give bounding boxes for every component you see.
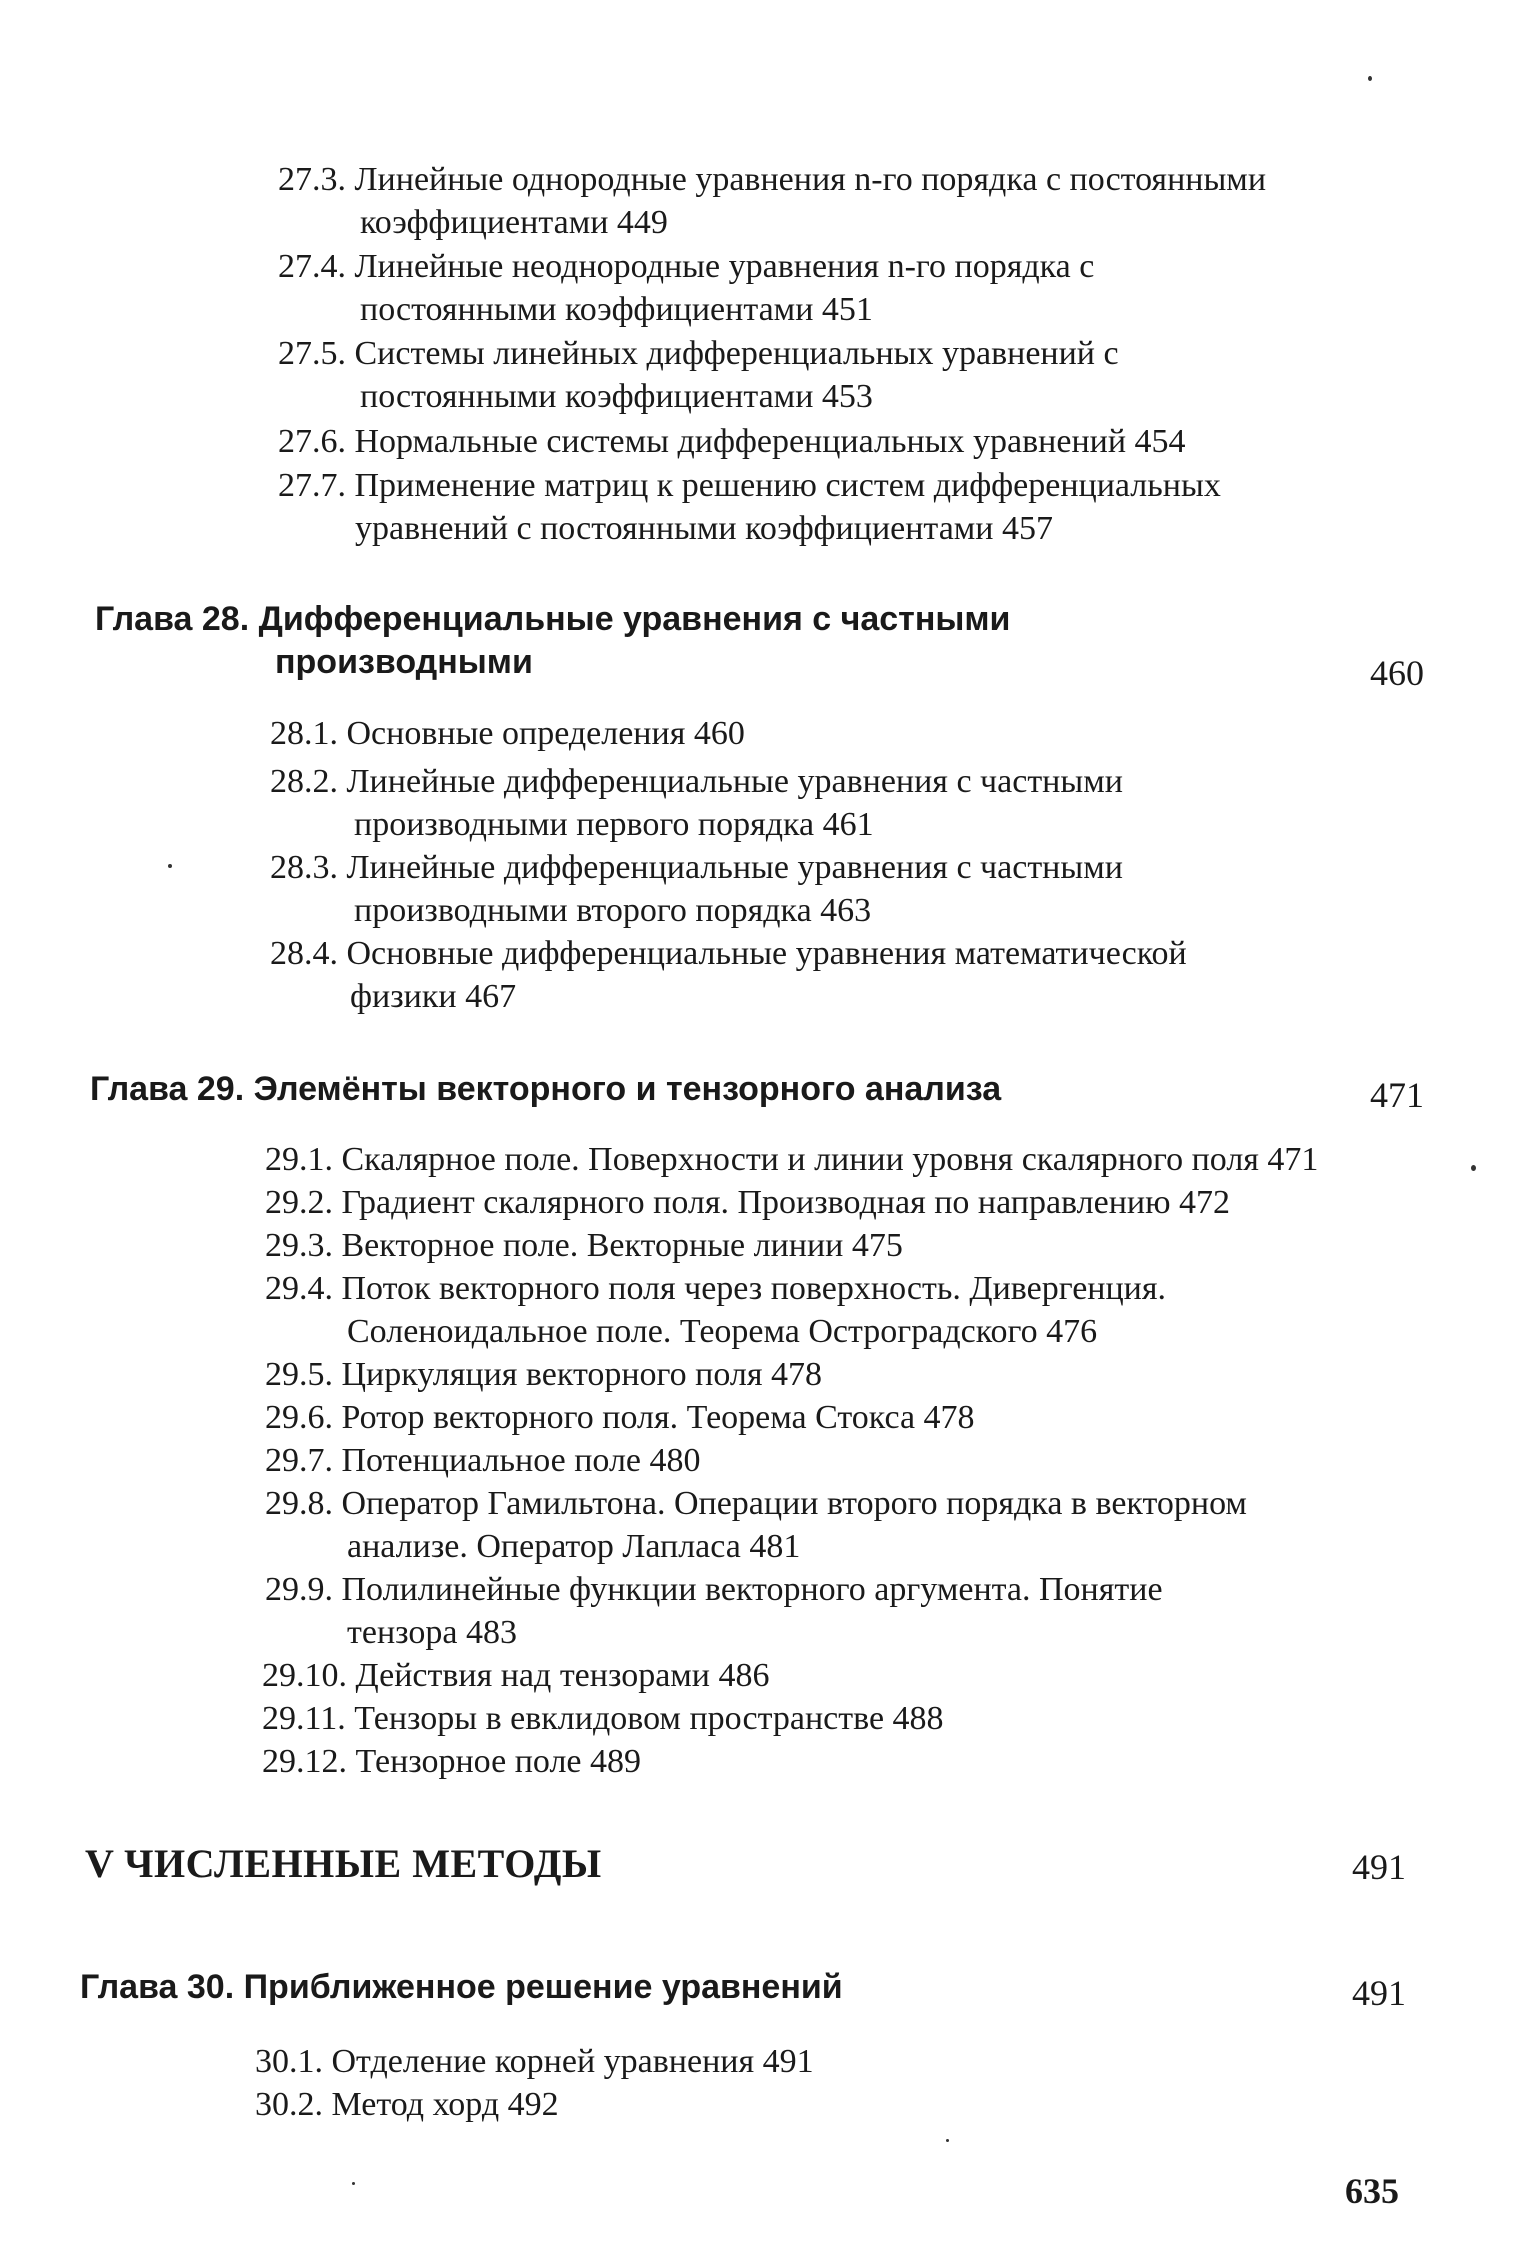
section-title: Потенциальное поле 480 [341,1442,701,1479]
section-title: Ротор векторного поля. Теорема Стокса 478 [341,1399,975,1436]
scan-speck [1368,76,1372,81]
section-number: 30.1. [255,2043,323,2080]
toc-entry [270,846,1123,932]
section-title: Векторное поле. Векторные линии 475 [341,1227,903,1264]
section-number: 29.6. [265,1399,333,1436]
section-number: 29.4. [265,1270,333,1307]
section-number: 29.9. [265,1571,333,1608]
toc-entry [265,1568,1163,1654]
section-title: Циркуляция векторного поля 478 [341,1356,822,1393]
section-title: Системы линейных дифференциальных уравнений с [354,335,1119,372]
section-number: 27.5. [278,335,346,372]
section-title: Градиент скалярного поля. Производная по направлению 472 [341,1184,1230,1221]
section-number: 29.11. [262,1700,346,1737]
scan-speck [352,2182,355,2185]
toc-entry [265,1267,1166,1353]
section-title-cont: Соленоидальное поле. Теорема Остроградского 476 [347,1313,1098,1350]
toc-entry [270,712,745,755]
toc-entry [265,1181,1230,1224]
chapter-title-cont: производными [275,643,533,681]
section-number: 27.4. [278,248,346,285]
toc-entry [265,1138,1318,1181]
chapter-title: Глава 29. Элемёнты векторного и тензорного анализа [90,1070,1002,1108]
section-number: 29.1. [265,1141,333,1178]
chapter-heading [95,598,1010,684]
toc-entry [265,1439,701,1482]
section-title: Оператор Гамильтона. Операции второго порядка в векторном [341,1485,1247,1522]
part-heading: V ЧИСЛЕННЫЕ МЕТОДЫ [85,1841,602,1886]
scan-speck [1471,1165,1476,1171]
section-number: 28.2. [270,763,338,800]
section-title: Линейные дифференциальные уравнения с частными [346,849,1123,886]
section-number: 28.4. [270,935,338,972]
section-title: Линейные однородные уравнения n-го порядка с постоянными [354,161,1267,198]
section-title: Основные определения 460 [346,715,745,752]
toc-entry [265,1353,822,1396]
section-title: Скалярное поле. Поверхности и линии уровня скалярного поля 471 [341,1141,1319,1178]
chapter-title: Глава 28. Дифференциальные уравнения с частными [95,600,1011,638]
toc-entry [265,1224,903,1267]
section-title-cont: уравнений с постоянными коэффициентами 457 [355,510,1053,547]
toc-entry [270,932,1187,1018]
toc-entry [278,464,1221,550]
section-title: Тензоры в евклидовом пространстве 488 [354,1700,944,1737]
chapter-page-number: 491 [1352,1973,1406,2013]
section-number: 29.7. [265,1442,333,1479]
section-title: Тензорное поле 489 [355,1743,641,1780]
chapter-heading [80,1966,843,2009]
section-number: 28.3. [270,849,338,886]
toc-entry [265,1396,975,1439]
section-number: 27.6. [278,423,346,460]
section-number: 29.8. [265,1485,333,1522]
section-title: Применение матриц к решению систем дифференциальных [354,467,1221,504]
toc-entry [255,2040,814,2083]
toc-entry [255,2083,559,2126]
section-title: Поток векторного поля через поверхность. Дивергенция. [341,1270,1167,1307]
section-title: Метод хорд 492 [331,2086,559,2123]
section-title: Действия над тензорами 486 [355,1657,770,1694]
toc-entry [262,1697,944,1740]
section-number: 29.5. [265,1356,333,1393]
section-number: 29.10. [262,1657,347,1694]
toc-entry [278,245,1094,331]
section-number: 29.2. [265,1184,333,1221]
section-title: Линейные неоднородные уравнения n-го порядка с [354,248,1095,285]
toc-entry [278,158,1266,244]
section-title-cont: производными второго порядка 463 [354,892,872,929]
toc-entry [278,332,1119,418]
section-title-cont: анализе. Оператор Лапласа 481 [347,1528,801,1565]
page-number: 635 [1345,2171,1399,2211]
scan-speck [168,864,172,868]
chapter-title: Глава 30. Приближенное решение уравнений [80,1968,843,2006]
section-number: 29.3. [265,1227,333,1264]
section-title: Нормальные системы дифференциальных уравнений 454 [354,423,1186,460]
toc-entry [270,760,1123,846]
section-title: Полилинейные функции векторного аргумента. Понятие [341,1571,1163,1608]
chapter-heading [90,1068,1001,1111]
section-title-cont: постоянными коэффициентами 451 [360,291,873,328]
section-title-cont: тензора 483 [347,1614,517,1651]
toc-entry [262,1740,641,1783]
section-number: 27.7. [278,467,346,504]
section-number: 30.2. [255,2086,323,2123]
section-title-cont: коэффициентами 449 [360,204,668,241]
section-title: Отделение корней уравнения 491 [331,2043,814,2080]
section-title-cont: производными первого порядка 461 [354,806,874,843]
section-title-cont: физики 467 [350,978,517,1015]
chapter-page-number: 471 [1370,1075,1424,1115]
section-number: 28.1. [270,715,338,752]
chapter-page-number: 460 [1370,653,1424,693]
toc-entry [278,420,1186,463]
section-number: 29.12. [262,1743,347,1780]
section-title-cont: постоянными коэффициентами 453 [360,378,873,415]
part-page-number: 491 [1352,1847,1406,1887]
section-number: 27.3. [278,161,346,198]
section-title: Основные дифференциальные уравнения математической [346,935,1187,972]
section-title: Линейные дифференциальные уравнения с частными [346,763,1123,800]
toc-entry [262,1654,770,1697]
toc-entry [265,1482,1247,1568]
scan-speck [946,2139,949,2142]
